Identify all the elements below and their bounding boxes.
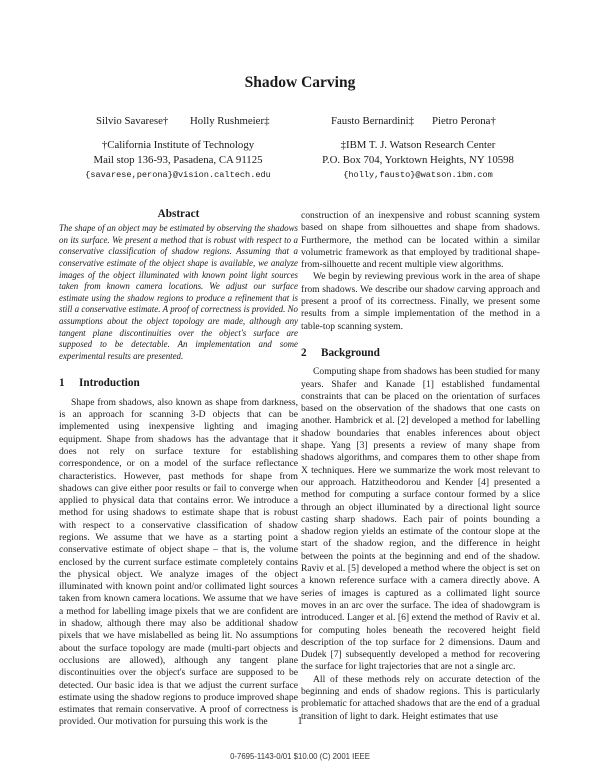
background-paragraph-2: All of these methods rely on accurate detection of the beginning and ends of shadow regions. This is particularly problematic for attached shadows that are the end of a gradual transition of light to dark. Height estimates that use <box>301 673 540 722</box>
abstract-heading: Abstract <box>157 208 200 220</box>
author-rushmeier: Holly Rushmeier‡ <box>190 115 270 127</box>
section-title: Background <box>321 346 380 359</box>
copyright-footer: 0-7695-1143-0/01 $10.00 (C) 2001 IEEE <box>230 752 370 761</box>
paper-title: Shadow Carving <box>244 74 356 91</box>
affiliation-ibm-email: {holly,fausto}@watson.ibm.com <box>343 170 493 180</box>
introduction-paragraph: Shape from shadows, also known as shape from darkness, is an approach for scanning 3-D objects that can be implemented using inexpensive lighting and imaging equipment. Shape from shadows has the advantage that it does not rely on surface texture for establishing correspondence, or on a model of the surface reflectance characteristics. However, past methods for shape from shadows can give either poor results or fail to converge when applied to physical data that contains error. We introduce a method for using shadows to estimate shape that is robust with respect to a conservative classification of shadow regions. We assume that we have as a starting point a conservative estimate of object shape – that is, the volume enclosed by the current surface estimate completely contains the physical object. We analyze images of the object illuminated with known point and/or collimated light sources taken from known camera locations. We assume that we have a method for labelling image pixels that we are confident are in shadow, although there may also be additional shadow pixels that we have mislabelled as being lit. No assumptions about the surface topology are made (multi-part objects and occlusions are allowed), although any tangent plane discontinuities over the object's surface are supposed to be detected. Our basic idea is that we adjust the current surface estimate using the shadow regions to produce improved shape estimates that remain conservative. A proof of correctness is provided. Our motivation for pursuing this work is the <box>59 396 298 728</box>
introduction-overview-paragraph: We begin by reviewing previous work in the area of shape from shadows. We describe our shadow carving approach and present a proof of its correctness. Finally, we present some results from a simple implementation of the method in a table-top scanning system. <box>301 271 540 332</box>
author-bernardini: Fausto Bernardini‡ <box>331 115 415 127</box>
affiliation-ibm-address: P.O. Box 704, Yorktown Heights, NY 10598 <box>322 154 514 166</box>
affiliation-caltech-address: Mail stop 136-93, Pasadena, CA 91125 <box>93 154 263 166</box>
affiliation-ibm <box>300 138 536 183</box>
affiliation-caltech-name: †California Institute of Technology <box>101 139 255 151</box>
author-savarese: Silvio Savarese† <box>96 115 169 127</box>
abstract-text: The shape of an object may be estimated by observing the shadows on its surface. We present a method that is robust with respect to a conservative classification of shadow regions. Assuming that a conservative estimate of the object shape is available, we analyze images of the object illuminated with known point light sources taken from known camera locations. We adjust our surface estimate using the shadow regions to produce a refinement that is still a conservative estimate. A proof of correctness is provided. No assumptions about the object topology are made, although any tangent plane discontinuities over the object's surface are supposed to be detectable. An implementation and some experimental results are presented. <box>59 223 298 361</box>
section-title: Introduction <box>79 377 140 390</box>
background-paragraph-1: Computing shape from shadows has been studied for many years. Shafer and Kanade [1] established fundamental constraints that can be placed on the orientation of surfaces based on the observation of the shadows that one casts on another. Hambrick et al. [2] developed a method for labelling shadow boundaries that enables inferences about object shape. Yang [3] presents a review of many shape from shadows algorithms, and compares them to other shape from X techniques. Here we summarize the work most relevant to our approach. Hatzitheodorou and Kender [4] presented a method for computing a surface contour formed by a slice through an object illuminated by a directional light source casting sharp shadows. Each pair of points bounding a shadow region yields an estimate of the contour slope at the start of the shadow region, and the difference in height between the points at the beginning and end of the shadow. Raviv et al. [5] developed a method where the object is set on a known reference surface with a camera directly above. A series of images is captured as a collimated light source moves in an arc over the surface. The idea of shadowgram is introduced. Langer et al. [6] extend the method of Raviv et al. for computing holes beneath the recovered height field description of the top surface for 2 dimensions. Daum and Dudek [7] subsequently developed a method for recovering the surface for light trajectories that are not a single arc. <box>301 366 541 673</box>
left-column <box>59 208 298 729</box>
page-number: 1 <box>297 716 303 727</box>
section-heading-introduction <box>59 377 298 389</box>
section-heading-background <box>301 347 540 359</box>
section-number: 2 <box>301 346 307 359</box>
author-perona: Pietro Perona† <box>432 115 496 127</box>
section-number: 1 <box>59 377 65 390</box>
affiliation-ibm-name: ‡IBM T. J. Watson Research Center <box>340 139 496 151</box>
affiliation-caltech <box>68 138 288 183</box>
affiliation-caltech-email: {savarese,perona}@vision.caltech.edu <box>85 170 271 180</box>
introduction-continuation: construction of an inexpensive and robust scanning system based on shape from silhouettes and shape from shadows. Furthermore, the method can be located within a similar volumetric framework as that employed by traditional shape-from-silhouette and recent multiple view algorithms. <box>301 210 540 271</box>
right-column <box>301 210 540 723</box>
